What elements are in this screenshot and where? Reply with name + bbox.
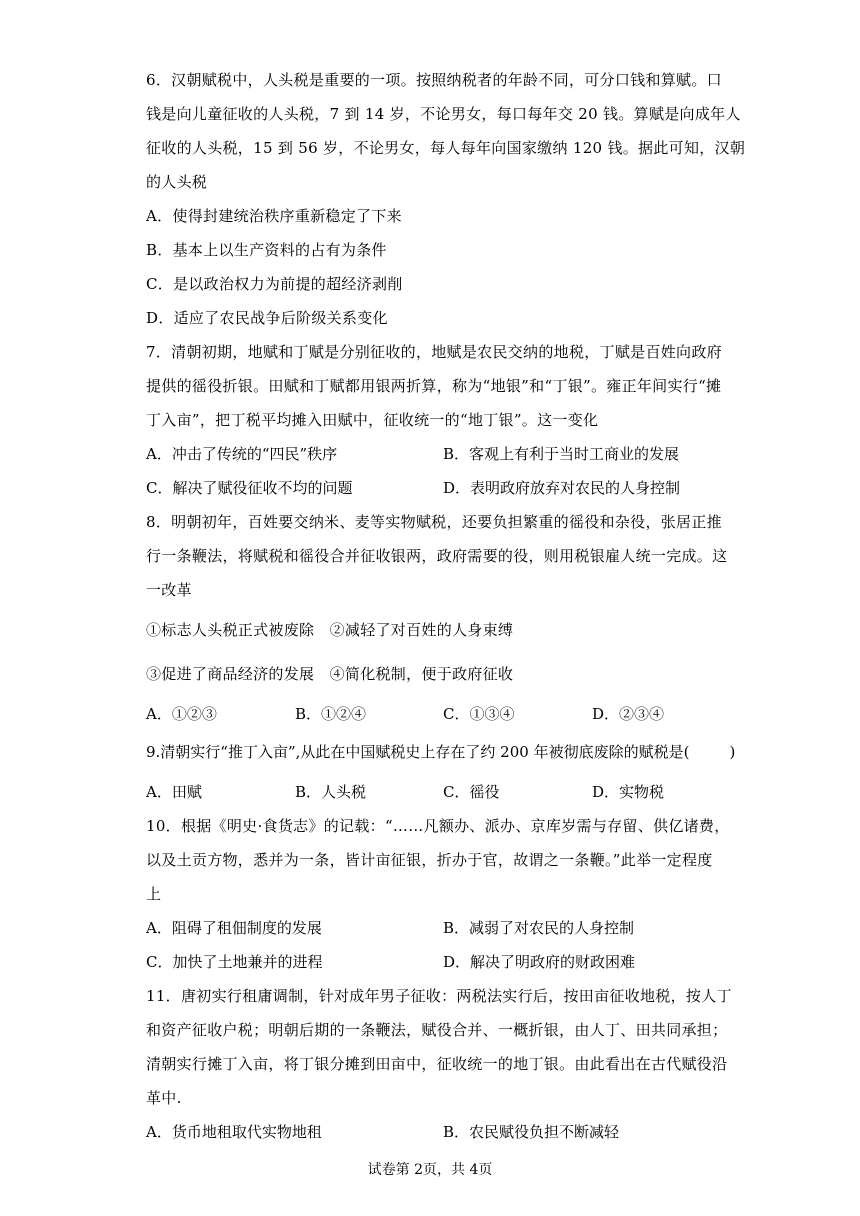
question-7-option-c: C．解决了赋役征收不均的问题 (146, 479, 353, 497)
question-7-option-a: A．冲击了传统的“四民”秩序 (146, 445, 338, 463)
question-11-line-3: 清朝实行摊丁入亩，将丁银分摊到田亩中，征收统一的地丁银。由此看出在古代赋役沿 (146, 1055, 728, 1073)
question-6-line-1: 6．汉朝赋税中，人头税是重要的一项。按照纳税者的年龄不同，可分口钱和算赋。口 (146, 71, 722, 89)
question-6-option-b: B．基本上以生产资料的占有为条件 (146, 241, 387, 259)
question-9-option-c: C．徭役 (443, 783, 500, 801)
question-8-option-c: C．①③④ (443, 705, 515, 723)
question-8-item-line-1: ①标志人头税正式被废除 ②减轻了对百姓的人身束缚 (146, 621, 514, 639)
question-6-line-3: 征收的人头税，15 到 56 岁，不论男女，每人每年向国家缴纳 120 钱。据此可知，汉朝 (146, 139, 746, 157)
question-11-option-b: B．农民赋役负担不断减轻 (443, 1123, 620, 1141)
question-6-option-d: D．适应了农民战争后阶级关系变化 (146, 309, 388, 327)
question-8-option-a: A．①②③ (146, 705, 217, 723)
question-6-option-c: C．是以政治权力为前提的超经济剥削 (146, 275, 403, 293)
question-10-line-1: 10．根据《明史·食货志》的记载：“……凡额办、派办、京库岁需与存留、供亿诸费， (146, 817, 730, 835)
question-10-option-d: D．解决了明政府的财政困难 (443, 953, 636, 971)
question-7-line-3: 丁入亩”，把丁税平均摊入田赋中，征收统一的“地丁银”。这一变化 (146, 411, 599, 429)
question-10-option-c: C．加快了土地兼并的进程 (146, 953, 323, 971)
question-8-option-b: B．①②④ (295, 705, 367, 723)
question-8-line-2: 行一条鞭法，将赋税和徭役合并征收银两，政府需要的役，则用税银雇人统一完成。这 (146, 547, 728, 565)
question-9-option-b: B．人头税 (295, 783, 367, 801)
question-8-item-line-2: ③促进了商品经济的发展 ④简化税制，便于政府征收 (146, 665, 514, 683)
question-9-stem-end: ) (729, 743, 736, 761)
question-7-line-2: 提供的徭役折银。田赋和丁赋都用银两折算，称为“地银”和“丁银”。雍正年间实行“摊 (146, 377, 722, 395)
question-8-line-1: 8．明朝初年，百姓要交纳米、麦等实物赋税，还要负担繁重的徭役和杂役，张居正推 (146, 513, 722, 531)
question-10-line-3: 上 (146, 885, 162, 903)
question-9-option-d: D．实物税 (592, 783, 665, 801)
question-6-line-2: 钱是向儿童征收的人头税，7 到 14 岁，不论男女，每口每年交 20 钱。算赋是向成年人 (146, 105, 741, 123)
question-11-option-a: A．货币地租取代实物地租 (146, 1123, 322, 1141)
question-11-line-1: 11．唐初实行租庸调制，针对成年男子征收：两税法实行后，按田亩征收地税，按人丁 (146, 987, 732, 1005)
question-7-line-1: 7．清朝初期，地赋和丁赋是分别征收的，地赋是农民交纳的地税，丁赋是百姓向政府 (146, 343, 722, 361)
question-8-line-3: 一改革 (146, 581, 192, 599)
question-10-option-a: A．阻碍了租佃制度的发展 (146, 919, 322, 937)
question-11-line-2: 和资产征收户税；明朝后期的一条鞭法，赋役合并、一概折银，由人丁、田共同承担； (146, 1021, 728, 1039)
question-11-line-4: 革中. (146, 1089, 182, 1107)
question-6-line-4: 的人头税 (146, 173, 208, 191)
question-6-option-a: A．使得封建统治秩序重新稳定了下来 (146, 207, 402, 225)
question-7-option-b: B．客观上有利于当时工商业的发展 (443, 445, 680, 463)
question-10-line-2: 以及土贡方物，悉并为一条，皆计亩征银，折办于官，故谓之一条鞭。”此举一定程度 (146, 851, 713, 869)
question-9-stem (146, 742, 735, 762)
question-9-option-a: A．田赋 (146, 783, 202, 801)
question-8-option-d: D．②③④ (592, 705, 665, 723)
question-7-option-d: D．表明政府放弃对农民的人身控制 (443, 479, 681, 497)
question-10-option-b: B．减弱了对农民的人身控制 (443, 919, 635, 937)
page-footer: 试卷第 2页，共 4页 (367, 1162, 493, 1178)
question-9-stem-text: 9.清朝实行“推丁入亩”,从此在中国赋税史上存在了约 200 年被彻底废除的赋税是( (146, 743, 690, 761)
